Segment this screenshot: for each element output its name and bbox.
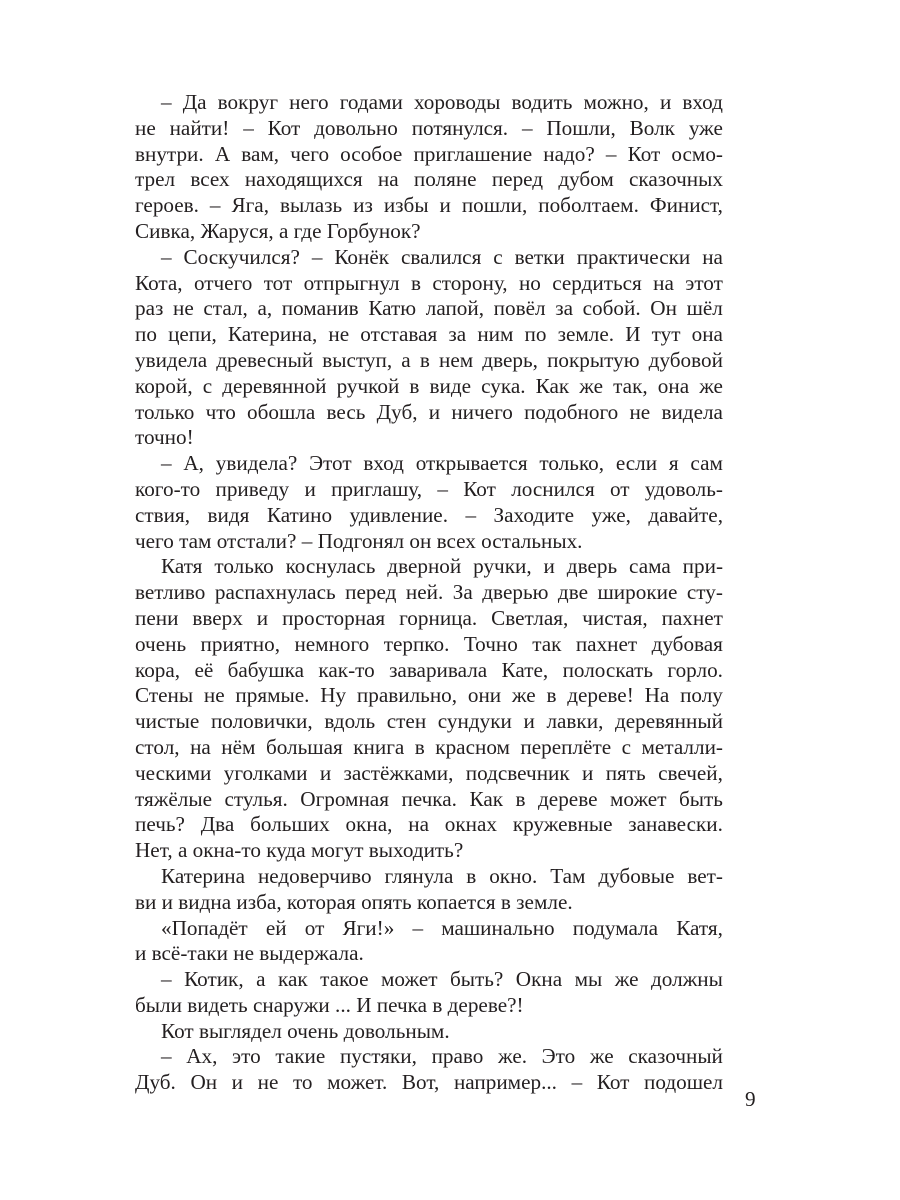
text-line: корой, с деревянной ручкой в виде сука. Как же так, она же: [135, 373, 723, 398]
text-line: печь? Два больших окна, на окнах кружевные занавески.: [135, 812, 723, 837]
text-line: – Да вокруг него годами хороводы водить можно, и вход: [161, 90, 723, 114]
page-number: 9: [745, 1087, 756, 1111]
text-line: точно!: [135, 425, 194, 450]
text-line: раз не стал, а, поманив Катю лапой, повёл за собой. Он шёл: [135, 296, 723, 321]
text-line: – Ах, это такие пустяки, право же. Это же сказочный: [161, 1044, 723, 1069]
text-line: ви и видна изба, которая опять копается в земле.: [135, 889, 573, 914]
text-line: тяжёлые стулья. Огромная печка. Как в дереве может быть: [135, 786, 723, 811]
text-line: – Соскучился? – Конёк свалился с ветки практически на: [161, 244, 723, 269]
text-line: внутри. А вам, чего особое приглашение надо? – Кот осмо-: [135, 141, 723, 166]
text-line: «Попадёт ей от Яги!» – машинально подумала Катя,: [161, 915, 723, 940]
text-line: очень приятно, немного терпко. Точно так пахнет дубовая: [135, 631, 723, 656]
text-line: Стены не прямые. Ну правильно, они же в дереве! На полу: [135, 683, 723, 708]
page-body: [135, 90, 723, 1096]
text-line: героев. – Яга, вылазь из избы и пошли, поболтаем. Финист,: [135, 193, 723, 218]
text-line: ствия, видя Катино удивление. – Заходите уже, давайте,: [135, 502, 723, 527]
text-line: Катерина недоверчиво глянула в окно. Там дубовые вет-: [161, 863, 723, 888]
text-line: и всё-таки не выдержала.: [135, 941, 364, 966]
text-line: Катя только коснулась дверной ручки, и дверь сама при-: [161, 554, 723, 579]
text-line: Кота, отчего тот отпрыгнул в сторону, но сердиться на этот: [135, 270, 723, 295]
text-line: ческими уголками и застёжками, подсвечник и пять свечей,: [135, 760, 723, 785]
text-line: были видеть снаружи ... И печка в дереве?!: [135, 992, 524, 1017]
text-line: – Котик, а как такое может быть? Окна мы же должны: [161, 967, 723, 992]
text-line: только что обошла весь Дуб, и ничего подобного не видела: [135, 399, 723, 424]
text-line: не найти! – Кот довольно потянулся. – Пошли, Волк уже: [135, 115, 723, 140]
text-line: Сивка, Жаруся, а где Горбунок?: [135, 218, 421, 243]
text-line: по цепи, Катерина, не отставая за ним по земле. И тут она: [135, 322, 723, 347]
text-line: Нет, а окна-то куда могут выходить?: [135, 838, 464, 863]
text-line: стол, на нём большая книга в красном переплёте с металли-: [135, 734, 723, 759]
text-line: увидела древесный выступ, а в нем дверь, покрытую дубовой: [135, 347, 723, 372]
text-line: ветливо распахнулась перед ней. За дверью две широкие сту-: [135, 580, 723, 605]
text-line: чистые половички, вдоль стен сундуки и лавки, деревянный: [135, 709, 723, 734]
text-line: Кот выглядел очень довольным.: [161, 1018, 450, 1043]
text-line: Дуб. Он и не то может. Вот, например... – Кот подошел: [135, 1070, 723, 1095]
text-line: кора, её бабушка как-то заваривала Кате, полоскать горло.: [135, 657, 723, 682]
text-line: трел всех находящихся на поляне перед дубом сказочных: [135, 167, 723, 192]
text-line: кого-то приведу и приглашу, – Кот лоснился от удоволь-: [135, 476, 723, 501]
text-line: чего там отстали? – Подгонял он всех остальных.: [135, 528, 583, 553]
text-line: – А, увидела? Этот вход открывается только, если я сам: [161, 451, 723, 476]
text-line: пени вверх и просторная горница. Светлая, чистая, пахнет: [135, 605, 723, 630]
